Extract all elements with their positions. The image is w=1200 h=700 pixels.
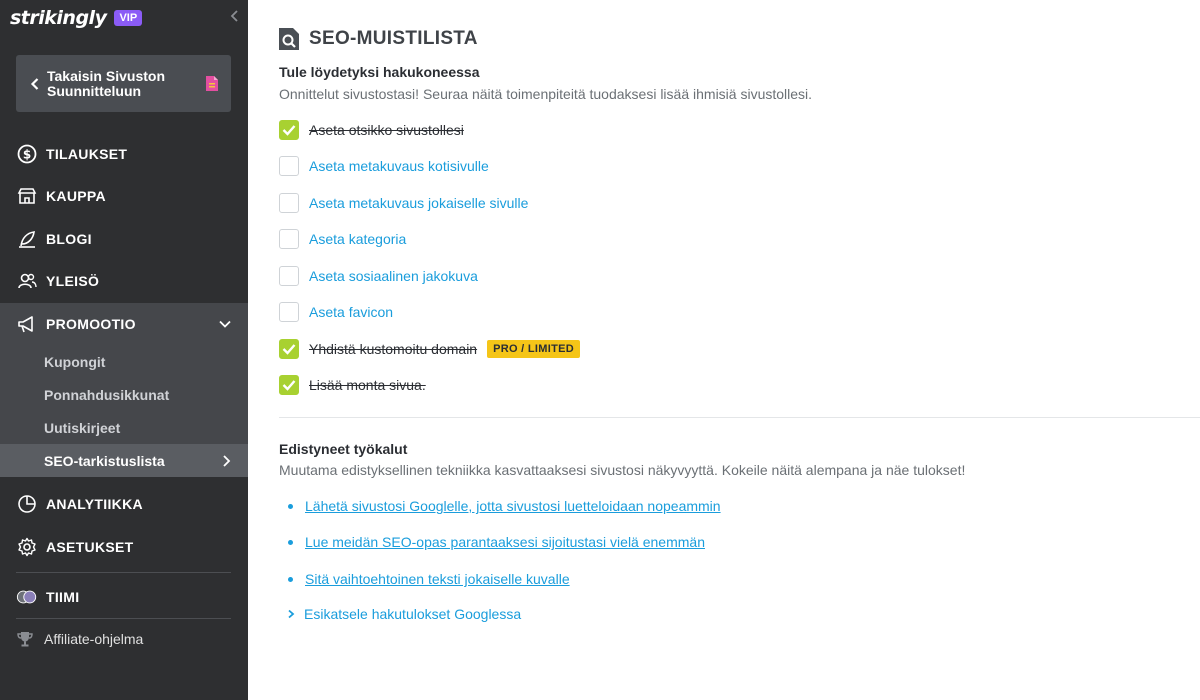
sidebar xyxy=(0,0,248,700)
trophy-icon xyxy=(16,630,34,648)
checklist-item xyxy=(279,228,406,250)
checkmark-icon xyxy=(282,343,296,355)
chevron-down-icon xyxy=(218,317,232,331)
chevron-left-icon xyxy=(228,9,242,23)
nav-team-label: TIIMI xyxy=(46,589,80,605)
checkbox-unchecked[interactable] xyxy=(279,229,299,249)
advanced-link-item xyxy=(288,534,705,550)
nav-analytics[interactable] xyxy=(0,492,248,516)
checklist-item-label[interactable]: Aseta otsikko sivustollesi xyxy=(309,122,464,138)
checklist-item xyxy=(279,338,580,360)
seo-search-icon xyxy=(279,28,299,50)
section-subtitle-find: Onnittelut sivustostasi! Seuraa näitä toimenpiteitä tuodaksesi lisää ihmisiä sivustollesi. xyxy=(279,86,813,102)
page-header xyxy=(279,28,478,50)
strikingly-logo[interactable]: strikingly xyxy=(10,7,107,29)
checkbox-unchecked[interactable] xyxy=(279,193,299,213)
bullet-icon xyxy=(288,577,293,582)
checkbox-unchecked[interactable] xyxy=(279,302,299,322)
gear-icon xyxy=(16,536,38,558)
nav-audience-label: YLEISÖ xyxy=(46,273,100,289)
bullet-icon xyxy=(288,504,293,509)
chevron-left-icon xyxy=(30,77,40,91)
subnav-coupons-label: Kupongit xyxy=(44,353,106,370)
site-page-icon xyxy=(205,75,219,92)
people-icon xyxy=(16,270,38,292)
chevron-right-icon xyxy=(287,609,295,619)
nav-store[interactable] xyxy=(0,184,248,208)
dollar-circle-icon xyxy=(16,143,38,165)
nav-analytics-label: ANALYTIIKKA xyxy=(46,496,143,512)
nav-affiliate[interactable] xyxy=(16,630,143,648)
subnav-newsletters[interactable] xyxy=(0,411,248,444)
megaphone-icon xyxy=(16,313,38,335)
alt-text-link[interactable]: Sitä vaihtoehtoinen teksti jokaiselle kuvalle xyxy=(305,571,570,587)
submit-to-google-link[interactable]: Lähetä sivustosi Googlelle, jotta sivustosi luetteloidaan nopeammin xyxy=(305,498,721,514)
subnav-coupons[interactable] xyxy=(0,345,248,378)
chevron-right-icon xyxy=(220,454,232,468)
checkbox-checked[interactable] xyxy=(279,120,299,140)
section-divider xyxy=(279,417,1200,418)
nav-orders-label: TILAUKSET xyxy=(46,146,128,162)
sidebar-divider xyxy=(16,572,231,573)
team-avatars-icon xyxy=(16,586,38,608)
nav-audience[interactable] xyxy=(0,269,248,293)
nav-team[interactable] xyxy=(0,585,248,609)
checklist-item-label[interactable]: Aseta sosiaalinen jakokuva xyxy=(309,268,478,284)
checkbox-unchecked[interactable] xyxy=(279,266,299,286)
checklist-item xyxy=(279,265,478,287)
subnav-newsletters-label: Uutiskirjeet xyxy=(44,419,121,436)
preview-google-results-toggle[interactable] xyxy=(287,606,521,622)
checklist-item-label[interactable]: Lisää monta sivua. xyxy=(309,377,426,393)
subnav-popups-label: Ponnahdusikkunat xyxy=(44,386,170,403)
checklist-item-label[interactable]: Aseta metakuvaus kotisivulle xyxy=(309,158,489,174)
storefront-icon xyxy=(16,185,38,207)
checkmark-icon xyxy=(282,379,296,391)
advanced-link-item xyxy=(288,498,721,514)
nav-store-label: KAUPPA xyxy=(46,188,106,204)
pie-chart-icon xyxy=(16,493,38,515)
checkmark-icon xyxy=(282,124,296,136)
page-title: SEO-MUISTILISTA xyxy=(309,28,478,49)
quill-icon xyxy=(16,228,38,250)
checklist-item xyxy=(279,155,489,177)
nav-blog-label: BLOGI xyxy=(46,231,92,247)
nav-orders[interactable] xyxy=(0,142,248,166)
checklist-item-label[interactable]: Yhdistä kustomoitu domain xyxy=(309,341,478,357)
checklist-item xyxy=(279,374,426,396)
back-to-site-editor-button[interactable] xyxy=(16,55,231,112)
checkbox-checked[interactable] xyxy=(279,375,299,395)
checklist-item-label[interactable]: Aseta metakuvaus jokaiselle sivulle xyxy=(309,195,529,211)
svg-text:$: $ xyxy=(22,147,32,162)
section-title-find: Tule löydetyksi hakukoneessa xyxy=(279,64,480,80)
advanced-link-item xyxy=(288,571,570,587)
checklist-item xyxy=(279,119,464,141)
nav-settings[interactable] xyxy=(0,535,248,559)
nav-promotion[interactable] xyxy=(0,303,248,345)
subnav-seo-checklist-label: SEO-tarkistuslista xyxy=(44,452,165,469)
checklist-item-label[interactable]: Aseta kategoria xyxy=(309,231,407,247)
subnav-seo-checklist[interactable] xyxy=(0,444,248,477)
section-title-advanced: Edistyneet työkalut xyxy=(279,441,408,457)
preview-google-results-label: Esikatsele hakutulokset Googlessa xyxy=(304,606,522,622)
checklist-item xyxy=(279,192,528,214)
checkbox-checked[interactable] xyxy=(279,339,299,359)
brand xyxy=(10,5,142,31)
subnav-popups[interactable] xyxy=(0,378,248,411)
checklist-item-label[interactable]: Aseta favicon xyxy=(309,304,394,320)
nav-affiliate-label: Affiliate-ohjelma xyxy=(44,631,144,647)
main-content xyxy=(248,0,1200,700)
back-button-label: Takaisin Sivuston Suunnitteluun xyxy=(47,67,165,99)
bullet-icon xyxy=(288,540,293,545)
section-subtitle-advanced: Muutama edistyksellinen tekniikka kasvattaaksesi sivustosi näkyvyyttä. Kokeile näitä alempana ja näe tulokset! xyxy=(279,462,966,478)
pro-limited-badge: PRO / LIMITED xyxy=(487,340,580,358)
nav-blog[interactable] xyxy=(0,227,248,251)
checkbox-unchecked[interactable] xyxy=(279,156,299,176)
seo-guide-link[interactable]: Lue meidän SEO-opas parantaaksesi sijoitustasi vielä enemmän xyxy=(305,534,705,550)
sidebar-divider xyxy=(16,618,231,619)
vip-badge: VIP xyxy=(114,10,142,26)
nav-settings-label: ASETUKSET xyxy=(46,539,134,555)
checklist-item xyxy=(279,301,393,323)
collapse-sidebar-button[interactable] xyxy=(228,9,242,23)
nav-promotion-label: PROMOOTIO xyxy=(46,316,136,332)
